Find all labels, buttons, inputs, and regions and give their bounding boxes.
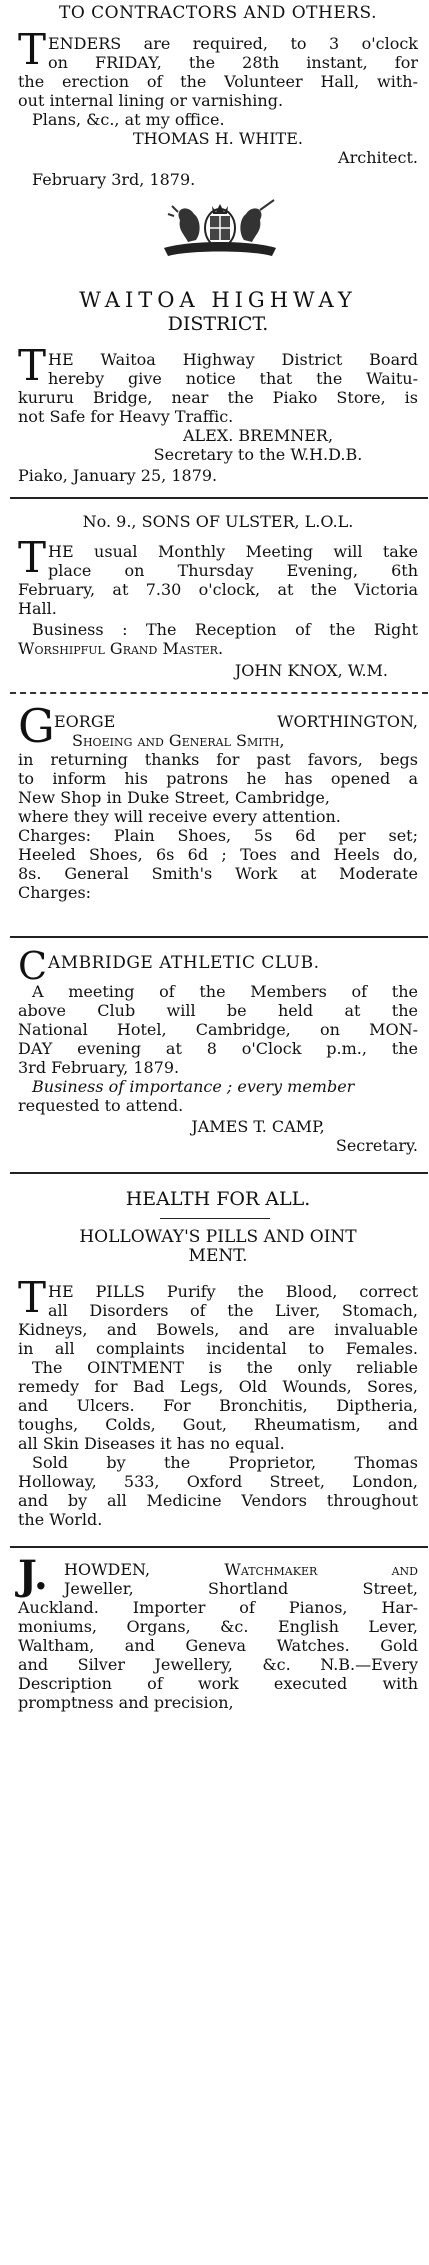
ulster-business: Business : The Reception of the Right — [32, 620, 418, 639]
worthington-line-2: Shoeing and General Smith, — [72, 731, 285, 750]
howden-line-6: and Silver Jewellery, &c. N.B.—Every — [18, 1655, 418, 1674]
waitoa-title: Secretary to the W.H.D.B. — [153, 445, 363, 464]
ulster-line-1: HE usual Monthly Meeting will take — [48, 542, 418, 561]
holloway-line-10: Sold by the Proprietor, Thomas — [32, 1453, 418, 1472]
contractors-line-4: out internal lining or varnishing. — [18, 91, 284, 110]
holloway-dropcap: T — [18, 1273, 47, 1322]
howden-line-5: Waltham, and Geneva Watches. Gold — [18, 1636, 418, 1655]
contractors-title: Architect. — [338, 148, 418, 167]
worthington-line-8: Heeled Shoes, 6s 6d ; Toes and Heels do, — [18, 845, 418, 864]
athletic-business: Business of importance ; every member — [32, 1077, 355, 1096]
holloway-line-11: Holloway, 533, Oxford Street, London, — [18, 1472, 418, 1491]
holloway-subheading: HOLLOWAY'S PILLS AND OINT — [79, 1227, 357, 1247]
contractors-line-1: ENDERS are required, to 3 o'clock — [48, 34, 418, 53]
ulster-signer: JOHN KNOX, W.M. — [234, 661, 388, 680]
contractors-plans: Plans, &c., at my office. — [32, 110, 225, 129]
athletic-line-2: above Club will be held at the — [18, 1001, 418, 1020]
holloway-line-13: the World. — [18, 1510, 103, 1529]
divider-5 — [10, 1546, 428, 1548]
worthington-line-5: New Shop in Duke Street, Cambridge, — [18, 788, 330, 807]
athletic-heading: AMBRIDGE ATHLETIC CLUB. — [48, 953, 320, 973]
holloway-line-5: The OINTMENT is the only reliable — [32, 1358, 418, 1377]
holloway-line-4: in all complaints incidental to Females. — [18, 1339, 418, 1358]
howden-line-3: Auckland. Importer of Pianos, Har- — [18, 1598, 418, 1617]
contractors-line-3: the erection of the Volunteer Hall, with- — [18, 72, 418, 91]
howden-line-7: Description of work executed with — [18, 1674, 418, 1693]
coat-of-arms-image — [150, 198, 290, 262]
holloway-line-3: Kidneys, and Bowels, and are invaluable — [18, 1320, 418, 1339]
contractors-heading: TO CONTRACTORS AND OTHERS. — [59, 3, 377, 23]
athletic-line-1: A meeting of the Members of the — [32, 982, 418, 1001]
athletic-title: Secretary. — [335, 1136, 418, 1155]
holloway-line-12: and by all Medicine Vendors throughout — [18, 1491, 418, 1510]
contractors-line-2: on FRIDAY, the 28th instant, for — [48, 53, 418, 72]
divider-4 — [10, 1172, 428, 1174]
howden-line-1: HOWDEN, Watchmaker and — [64, 1560, 418, 1579]
ulster-business-cont: Worshipful Grand Master. — [18, 639, 224, 658]
waitoa-date: Piako, January 25, 1879. — [18, 466, 218, 485]
worthington-dropcap: G — [18, 699, 55, 753]
waitoa-line-3: kururu Bridge, near the Piako Store, is — [18, 388, 418, 407]
worthington-line-6: where they will receive every attention. — [18, 807, 341, 826]
waitoa-signer: ALEX. BREMNER, — [182, 426, 334, 445]
waitoa-line-2: hereby give notice that the Waitu- — [48, 369, 418, 388]
divider-1 — [10, 497, 428, 499]
worthington-line-7: Charges: Plain Shoes, 5s 6d per set; — [18, 826, 418, 845]
worthington-line-3: in returning thanks for past favors, begs — [18, 750, 418, 769]
holloway-line-7: and Ulcers. For Bronchitis, Diptheria, — [18, 1396, 418, 1415]
holloway-line-2: all Disorders of the Liver, Stomach, — [48, 1301, 418, 1320]
waitoa-heading: WAITOA HIGHWAY — [79, 288, 357, 312]
howden-line-2: Jeweller, Shortland Street, — [64, 1579, 418, 1598]
howden-dropcap: J. — [18, 1552, 48, 1599]
divider-2 — [10, 692, 428, 694]
holloway-line-6: remedy for Bad Legs, Old Wounds, Sores, — [18, 1377, 418, 1396]
holloway-line-9: all Skin Diseases it has no equal. — [18, 1434, 285, 1453]
contractors-dropcap: T — [18, 25, 47, 74]
athletic-dropcap: C — [18, 944, 48, 988]
holloway-subheading-cont: MENT. — [188, 1246, 248, 1266]
athletic-line-5: 3rd February, 1879. — [18, 1058, 180, 1077]
ulster-dropcap: T — [18, 533, 47, 582]
divider-short — [160, 1218, 270, 1219]
ulster-heading: No. 9., SONS OF ULSTER, L.O.L. — [82, 512, 354, 531]
ulster-line-2: place on Thursday Evening, 6th — [48, 561, 418, 580]
contractors-signer: THOMAS H. WHITE. — [132, 129, 303, 148]
ulster-line-4: Hall. — [18, 599, 57, 618]
worthington-line-4: to inform his patrons he has opened a — [18, 769, 418, 788]
holloway-line-8: toughs, Colds, Gout, Rheumatism, and — [18, 1415, 418, 1434]
athletic-signer: JAMES T. CAMP, — [191, 1117, 325, 1136]
athletic-line-4: DAY evening at 8 o'Clock p.m., the — [18, 1039, 418, 1058]
howden-line-8: promptness and precision, — [18, 1693, 234, 1712]
waitoa-line-4: not Safe for Heavy Traffic. — [18, 407, 234, 426]
waitoa-subheading: DISTRICT. — [167, 313, 269, 335]
worthington-line-1: EORGE WORTHINGTON, — [54, 712, 418, 731]
howden-line-4: moniums, Organs, &c. English Lever, — [18, 1617, 418, 1636]
divider-3 — [10, 936, 428, 938]
waitoa-line-1: HE Waitoa Highway District Board — [48, 350, 418, 369]
worthington-line-10: Charges: — [18, 883, 92, 902]
waitoa-dropcap: T — [18, 341, 47, 390]
contractors-date: February 3rd, 1879. — [32, 170, 196, 189]
holloway-heading: HEALTH FOR ALL. — [125, 1188, 311, 1210]
holloway-line-1: HE PILLS Purify the Blood, correct — [48, 1282, 418, 1301]
athletic-business-cont: requested to attend. — [18, 1096, 184, 1115]
worthington-line-9: 8s. General Smith's Work at Moderate — [18, 864, 418, 883]
athletic-line-3: National Hotel, Cambridge, on MON- — [18, 1020, 418, 1039]
ulster-line-3: February, at 7.30 o'clock, at the Victoria — [18, 580, 418, 599]
